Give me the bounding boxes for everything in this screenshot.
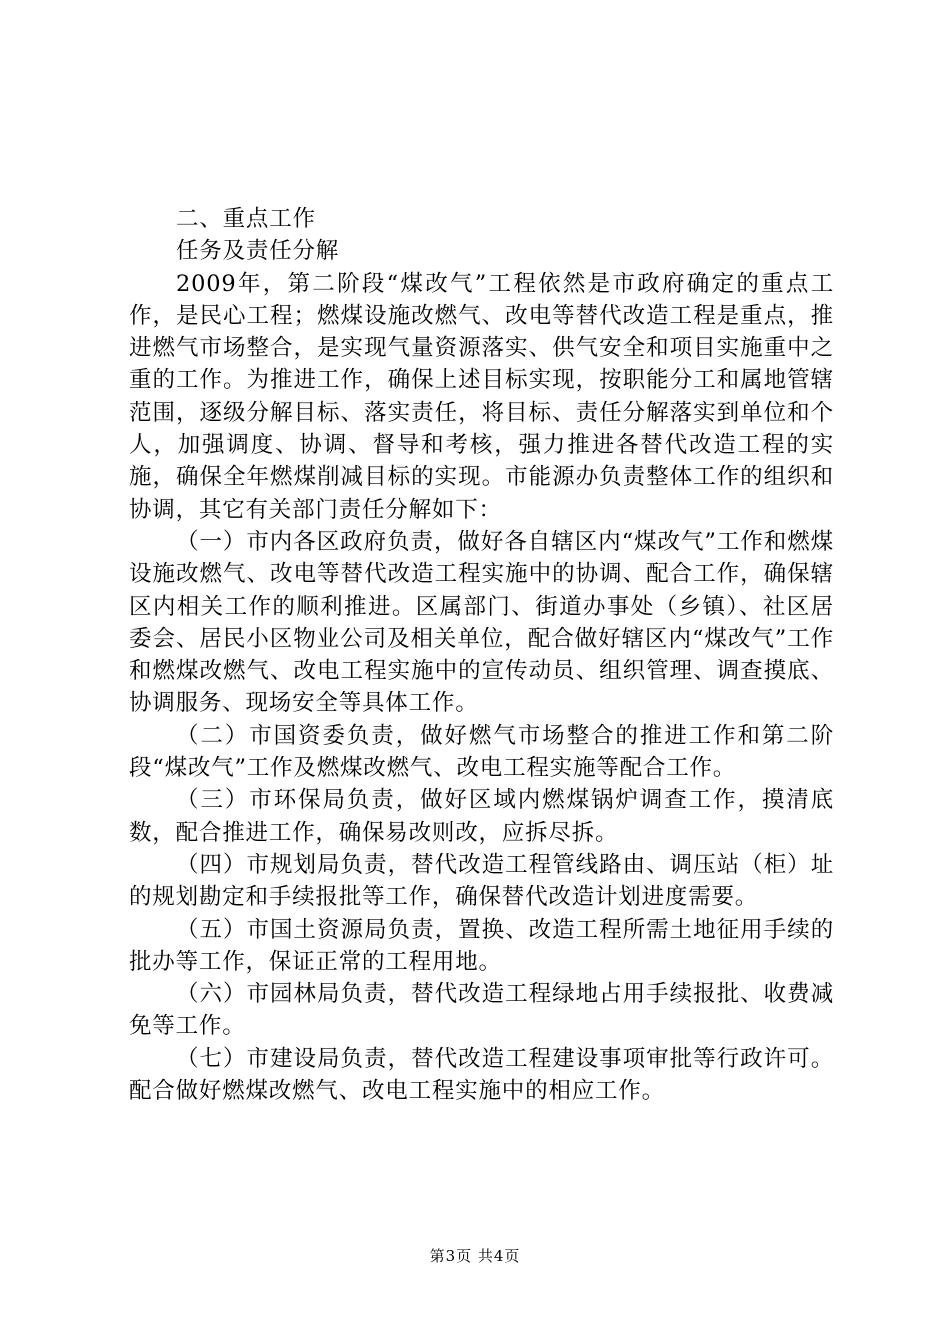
page-footer xyxy=(0,1245,950,1266)
item-paragraph-7: （七）市建设局负责，替代改造工程建设事项审批等行政许可。配合做好燃煤改燃气、改电工程实施中的相应工作。 xyxy=(129,1045,834,1105)
document-body xyxy=(129,203,834,1107)
section-heading: 二、重点工作 xyxy=(176,206,316,232)
item-paragraph-4: （四）市规划局负责，替代改造工程管线路由、调压站（柜）址的规划勘定和手续报批等工作，确保替代改造计划进度需要。 xyxy=(129,851,834,911)
item-paragraph-2: （二）市国资委负责，做好燃气市场整合的推进工作和第二阶段“煤改气”工作及燃煤改燃气、改电工程实施等配合工作。 xyxy=(129,722,834,782)
page-number-label: 第3页 共4页 xyxy=(429,1247,521,1265)
subsection-heading: 任务及责任分解 xyxy=(176,238,340,265)
intro-paragraph: 2009年，第二阶段“煤改气”工程依然是市政府确定的重点工作，是民心工程；燃煤设施改燃气、改电等替代改造工程是重点，推进燃气市场整合，是实现气量资源落实、供气安全和项目实施重中之重的工作。为推进工作，确保上述目标实现，按职能分工和属地管辖范围，逐级分解目标、落实责任，将目标、责任分解落实到单位和个人，加强调度、协调、督导和考核，强力推进各替代改造工程的实施，确保全年燃煤削减目标的实现。市能源办负责整体工作的组织和协调，其它有关部门责任分解如下： xyxy=(129,270,834,523)
item-paragraph-5: （五）市国土资源局负责，置换、改造工程所需土地征用手续的批办等工作，保证正常的工程用地。 xyxy=(129,916,834,975)
item-paragraph-1: （一）市内各区政府负责，做好各自辖区内“煤改气”工作和燃煤设施改燃气、改电等替代改造工程实施中的协调、配合工作，确保辖区内相关工作的顺利推进。区属部门、街道办事处（乡镇）、社区居委会、居民小区物业公司及相关单位，配合做好辖区内“煤改气”工作和燃煤改燃气、改电工程实施中的宣传动员、组织管理、调查摸底、协调服务、现场安全等具体工作。 xyxy=(129,528,834,717)
item-paragraph-6: （六）市园林局负责，替代改造工程绿地占用手续报批、收费减免等工作。 xyxy=(129,981,834,1040)
item-paragraph-3: （三）市环保局负责，做好区域内燃煤锅炉调查工作，摸清底数，配合推进工作，确保易改则改，应拆尽拆。 xyxy=(129,787,834,846)
